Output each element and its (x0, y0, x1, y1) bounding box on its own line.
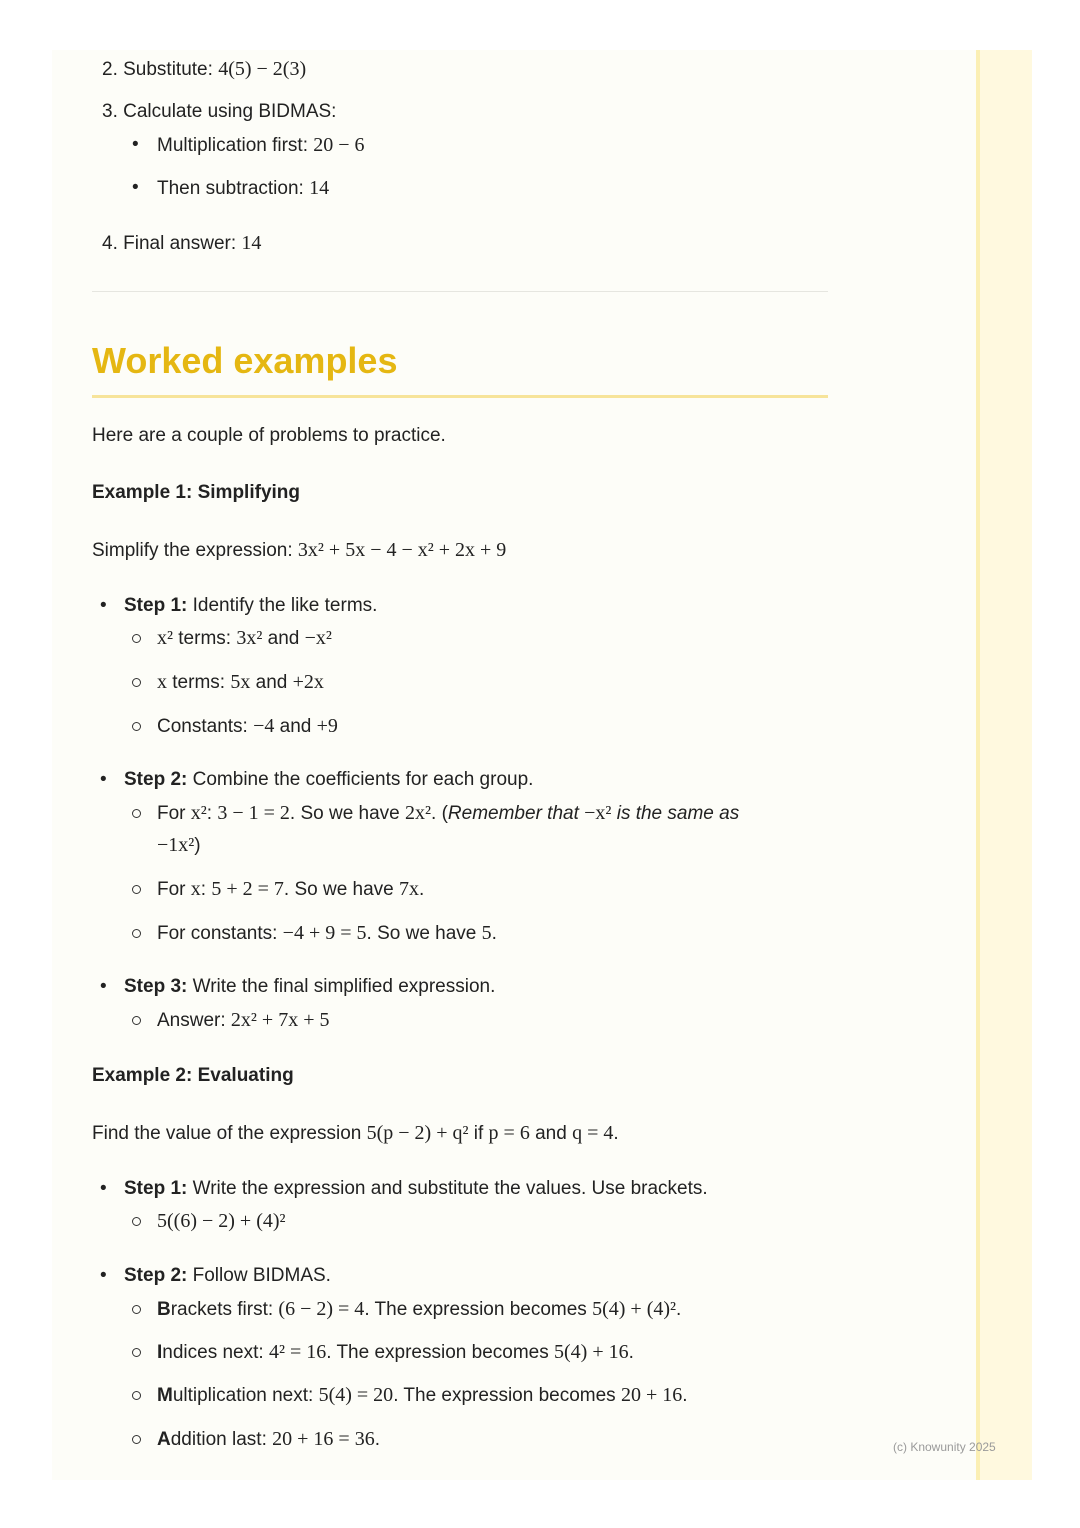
copyright-footer: (c) Knowunity 2025 (893, 1440, 996, 1454)
sub-bullet (132, 929, 141, 938)
bullet: • (132, 177, 139, 198)
section-title: Worked examples (92, 340, 398, 381)
sub-bullet (132, 1348, 141, 1357)
example-1-step-1: Step 1: Identify the like terms. (124, 595, 378, 616)
sub-bullet (132, 1305, 141, 1314)
example-2-step-2-sub-3: Multiplication next: 5(4) = 20. The expression becomes 20 + 16. (157, 1384, 688, 1406)
title-underline (92, 395, 828, 398)
example-2-step-2-sub-1: Brackets first: (6 − 2) = 4. The expression becomes 5(4) + (4)². (157, 1298, 682, 1320)
sub-bullet (132, 1391, 141, 1400)
sub-bullet (132, 678, 141, 687)
example-1-prompt: Simplify the expression: 3x² + 5x − 4 − x² + 2x + 9 (92, 539, 507, 561)
example-2-heading: Example 2: Evaluating (92, 1065, 294, 1086)
bullet: • (100, 976, 107, 997)
sub-bullet (132, 809, 141, 818)
sub-bullet (132, 1016, 141, 1025)
sub-bullet (132, 722, 141, 731)
intro-step-3-bullet-1: Multiplication first: 20 − 6 (157, 134, 365, 156)
intro-step-2: 2. Substitute: 4(5) − 2(3) (102, 58, 307, 80)
example-2-step-2-sub-2: Indices next: 4² = 16. The expression becomes 5(4) + 16. (157, 1341, 634, 1363)
example-2-step-1-sub-1: 5((6) − 2) + (4)² (157, 1210, 286, 1232)
sub-bullet (132, 1435, 141, 1444)
sub-bullet (132, 634, 141, 643)
bullet: • (100, 769, 107, 790)
example-1-step-2-sub-1-cont: −1x²) (157, 834, 201, 856)
section-intro: Here are a couple of problems to practice. (92, 425, 446, 446)
example-1-step-2-sub-2: For x: 5 + 2 = 7. So we have 7x. (157, 878, 425, 900)
sub-bullet (132, 885, 141, 894)
example-1-step-3-sub-1: Answer: 2x² + 7x + 5 (157, 1009, 330, 1031)
sub-bullet (132, 1217, 141, 1226)
bullet: • (100, 1265, 107, 1286)
example-1-step-1-sub-3: Constants: −4 and +9 (157, 715, 338, 737)
right-margin-panel (976, 50, 1032, 1480)
example-2-step-1: Step 1: Write the expression and substitute the values. Use brackets. (124, 1178, 708, 1199)
bullet: • (132, 134, 139, 155)
example-1-step-1-sub-1: x² terms: 3x² and −x² (157, 627, 332, 649)
example-2-prompt: Find the value of the expression 5(p − 2) + q² if p = 6 and q = 4. (92, 1122, 619, 1144)
section-divider (92, 291, 828, 292)
intro-step-3-bullet-2: Then subtraction: 14 (157, 177, 330, 199)
example-1-step-1-sub-2: x terms: 5x and +2x (157, 671, 324, 693)
example-1-heading: Example 1: Simplifying (92, 482, 300, 503)
intro-step-3: 3. Calculate using BIDMAS: (102, 101, 337, 122)
bullet: • (100, 1178, 107, 1199)
bullet: • (100, 595, 107, 616)
example-1-step-2-sub-1: For x²: 3 − 1 = 2. So we have 2x². (Remember that −x² is the same as (157, 802, 740, 824)
example-1-step-2-sub-3: For constants: −4 + 9 = 5. So we have 5. (157, 922, 497, 944)
example-1-step-3: Step 3: Write the final simplified expression. (124, 976, 496, 997)
example-2-step-2: Step 2: Follow BIDMAS. (124, 1265, 331, 1286)
example-1-step-2: Step 2: Combine the coefficients for each group. (124, 769, 534, 790)
example-2-step-2-sub-4: Addition last: 20 + 16 = 36. (157, 1428, 380, 1450)
intro-step-4: 4. Final answer: 14 (102, 232, 262, 254)
